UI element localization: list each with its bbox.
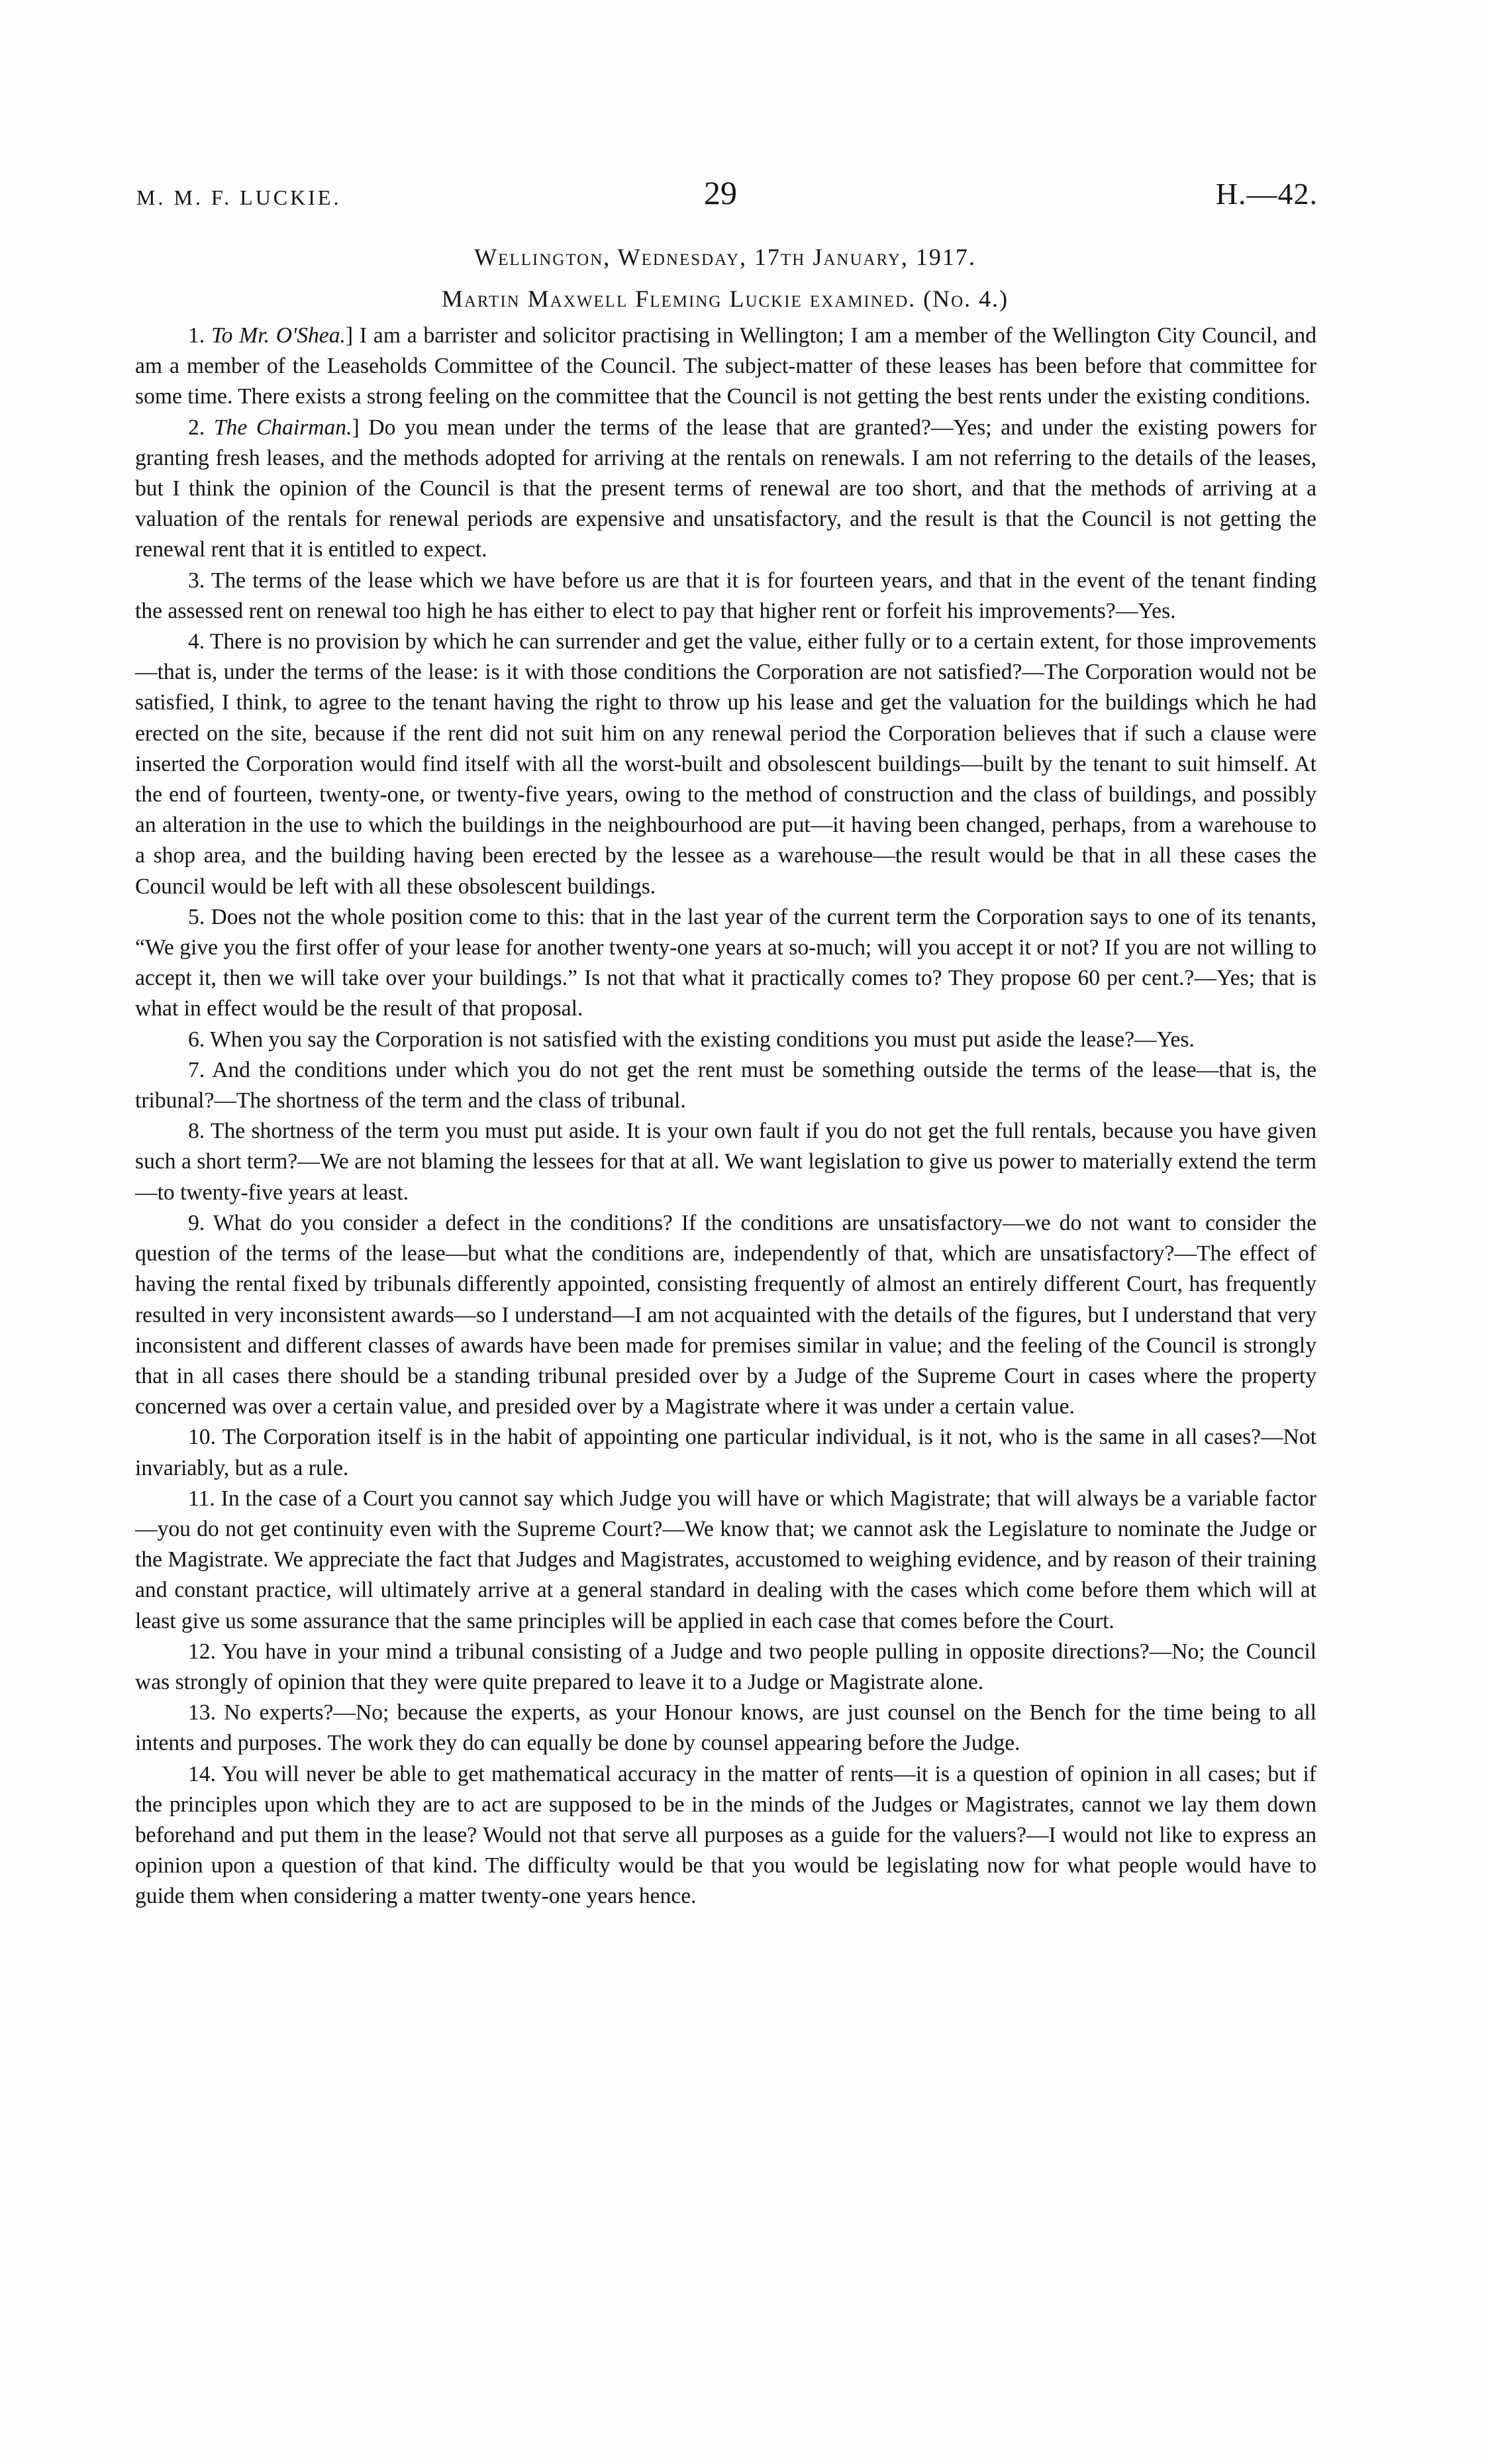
- paragraph: 1. To Mr. O'Shea.] I am a barrister and solicitor practising in Wellington; I am a member of the Wellington City Council, and am a member of the Leaseholds Committee of the Council. The subject-matter of these leases has been before that committee for some time. There exists a strong feeling on the committee that the Council is not getting the best rents under the existing conditions.: [135, 323, 1316, 409]
- paragraph: 12. You have in your mind a tribunal consisting of a Judge and two people pulling in opposite directions?—No; the Council was strongly of opinion that they were quite prepared to leave it to a Judge or Magistrate alone.: [135, 1639, 1316, 1694]
- paragraph: 6. When you say the Corporation is not satisfied with the existing conditions you must put aside the lease?—Yes.: [188, 1027, 1195, 1052]
- paragraph: 11. In the case of a Court you cannot say which Judge you will have or which Magistrate; that will always be a variable factor—you do not get continuity even with the Supreme Court?—We know that; we cannot ask the Legislature to nominate the Judge or the Magistrate. We appreciate the fact that Judges and Magistrates, accustomed to weighing evidence, and by reason of their training and constant practice, will ultimately arrive at a general standard in dealing with the cases which come before them which will at least give us some assurance that the same principles will be applied in each case that comes before the Court.: [135, 1486, 1316, 1633]
- paragraph: 5. Does not the whole position come to this: that in the last year of the current term the Corporation says to one of its tenants, “We give you the first offer of your lease for another twenty-one years at so-much; will you accept it or not? If you are not willing to accept it, then we will take over your buildings.” Is not that what it practically comes to? They propose 60 per cent.?—Yes; that is what in effect would be the result of that proposal.: [135, 904, 1316, 1021]
- paragraph: 8. The shortness of the term you must put aside. It is your own fault if you do not get the full rentals, because you have given such a short term?—We are not blaming the lessees for that at all. We want legislation to give us power to materially extend the term—to twenty-five years at least.: [135, 1119, 1316, 1205]
- session-date: Wellington, Wednesday, 17th January, 1917.: [474, 244, 976, 270]
- examined-heading: Martin Maxwell Fleming Luckie examined. (No. 4.): [441, 285, 1009, 312]
- page-header: [132, 174, 1318, 227]
- paragraph: 10. The Corporation itself is in the habit of appointing one particular individual, is it not, who is the same in all cases?—Not invariably, but as a rule.: [135, 1425, 1316, 1480]
- page-number: 29: [704, 174, 737, 211]
- addressee: To Mr. O'Shea.: [211, 323, 346, 348]
- paragraph: 13. No experts?—No; because the experts, as your Honour knows, are just counsel on the Bench for the time being to all intents and purposes. The work they do can equally be done by counsel appearing before the Judge.: [135, 1700, 1316, 1756]
- witness-name: M. M. F. LUCKIE.: [136, 185, 342, 209]
- paragraph: 14. You will never be able to get mathematical accuracy in the matter of rents—it is a question of opinion in all cases; but if the principles upon which they are to act are supposed to be in the minds of the Judges or Magistrates, cannot we lay them down beforehand and put them in the lease? Would not that serve all purposes as a guide for the valuers?—I would not like to express an opinion upon a question of that kind. The difficulty would be that you would be legislating now for what people would have to guide them when considering a matter twenty-one years hence.: [135, 1761, 1316, 1909]
- testimony-body: [135, 321, 1316, 1912]
- addressee: The Chairman.: [213, 415, 352, 440]
- paragraph: 2. The Chairman.] Do you mean under the terms of the lease that are granted?—Yes; and under the existing powers for granting fresh leases, and the methods adopted for arriving at the rentals on renewals. I am not referring to the details of the leases, but I think the opinion of the Council is that the present terms of renewal are too short, and that the methods of arriving at a valuation of the rentals for renewal periods are expensive and unsatisfactory, and the result is that the Council is not getting the renewal rent that it is entitled to expect.: [135, 415, 1317, 562]
- paragraph: 4. There is no provision by which he can surrender and get the value, either fully or to a certain extent, for those improvements—that is, under the terms of the lease: is it with those conditions the Corporation are not satisfied?—The Corporation would not be satisfied, I think, to agree to the tenant having the right to throw up his lease and get the valuation for the buildings which he had erected on the site, because if the rent did not suit him on any renewal period the Corporation believes that if such a clause were inserted the Corporation would find itself with all the worst-built and obsolescent buildings—built by the tenant to suit himself. At the end of fourteen, twenty-one, or twenty-five years, owing to the method of construction and the class of buildings, and possibly an alteration in the use to which the buildings in the neighbourhood are put—it having been changed, perhaps, from a warehouse to a shop area, and the building having been erected by the lessee as a warehouse—the result would be that in all these cases the Council would be left with all these obsolescent buildings.: [135, 629, 1316, 899]
- paragraph: 3. The terms of the lease which we have before us are that it is for fourteen years, and that in the event of the tenant finding the assessed rent on renewal too high he has either to elect to pay that higher rent or forfeit his improvements?—Yes.: [135, 568, 1316, 623]
- paragraph: 7. And the conditions under which you do not get the rent must be something outside the terms of the lease—that is, the tribunal?—The shortness of the term and the class of tribunal.: [135, 1057, 1316, 1113]
- paragraph: 9. What do you consider a defect in the conditions? If the conditions are unsatisfactory—we do not want to consider the question of the terms of the lease—but what the conditions are, independently of that, which are unsatisfactory?—The effect of having the rental fixed by tribunals differently appointed, consisting frequently of almost an entirely different Court, has frequently resulted in very inconsistent awards—so I understand—I am not acquainted with the details of the figures, but I understand that very inconsistent and different classes of awards have been made for premises similar in value; and the feeling of the Council is strongly that in all cases there should be a standing tribunal presided over by a Judge of the Supreme Court in cases where the property concerned was over a certain value, and presided over by a Magistrate where it was under a certain value.: [135, 1210, 1316, 1419]
- paper-code: H.—42.: [1215, 177, 1318, 211]
